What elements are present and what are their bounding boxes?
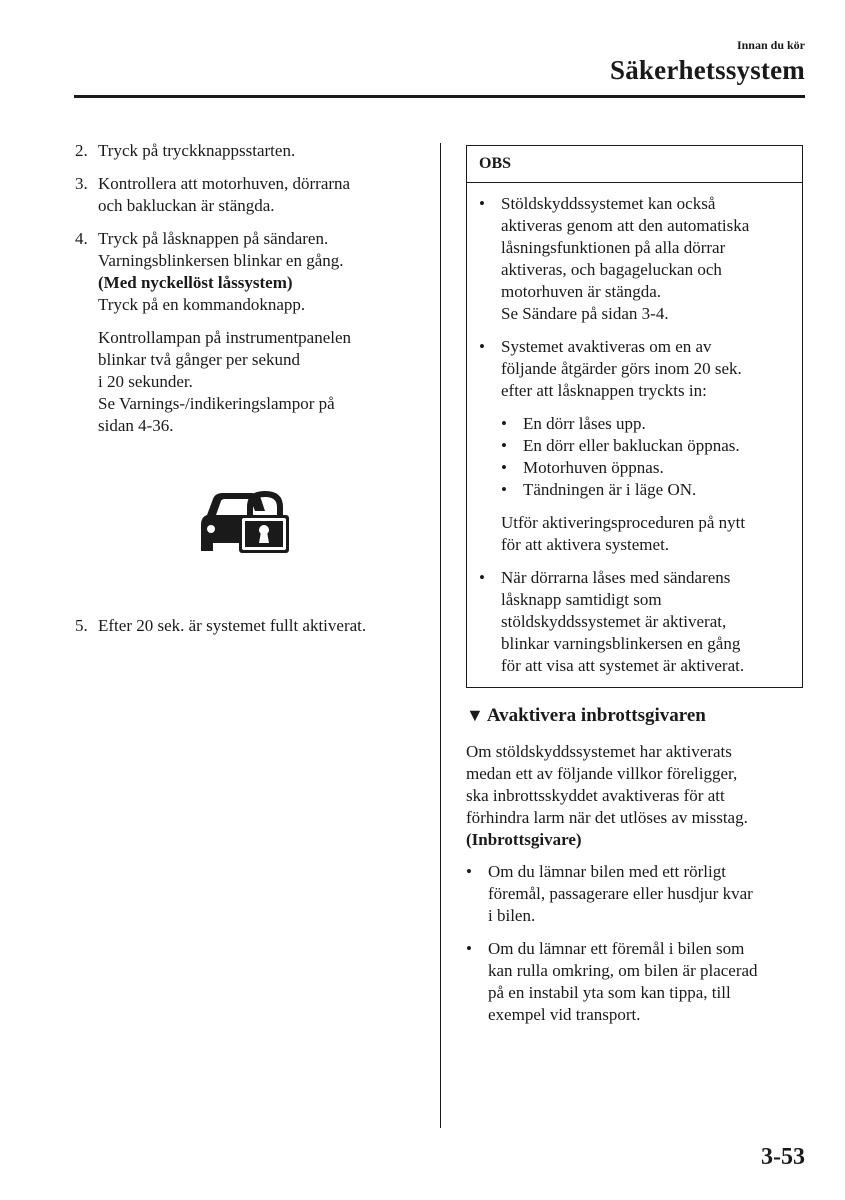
text-line: låsknapp samtidigt som — [501, 590, 662, 609]
step-text — [98, 173, 425, 217]
text-line: blinkar varningsblinkersen en gång — [501, 634, 741, 653]
text-line: Om du lämnar bilen med ett rörligt — [488, 862, 726, 881]
section-bullet-list — [466, 861, 811, 1037]
section-label: Innan du kör — [736, 38, 805, 52]
bullet-icon: • — [466, 862, 472, 881]
text-line: Tryck på låsknappen på sändaren. — [98, 229, 329, 248]
text-line: för att visa att systemet är aktiverat. — [501, 656, 745, 675]
step-2 — [75, 140, 425, 162]
text-line: blinkar två gånger per sekund — [98, 350, 301, 369]
bullet-icon: • — [501, 458, 507, 477]
text-line: Tryck på en kommandoknapp. — [98, 295, 306, 314]
intrusion-sensor-label: (Inbrottsgivare) — [466, 830, 582, 849]
step-3 — [75, 173, 425, 217]
page-number: 3-53 — [761, 1144, 805, 1170]
bullet-icon: • — [501, 436, 507, 455]
text-line: föremål, passagerare eller husdjur kvar — [488, 884, 753, 903]
obs-body — [467, 183, 802, 677]
text-line: Motorhuven öppnas. — [523, 458, 664, 477]
text-line: Om du lämnar ett föremål i bilen som — [488, 939, 745, 958]
text-line: för att aktivera systemet. — [501, 535, 670, 554]
triangle-down-icon: ▼ — [466, 705, 484, 725]
text-line: kan rulla omkring, om bilen är placerad — [488, 961, 758, 980]
section-intro — [466, 741, 811, 851]
text-line: Utför aktiveringsproceduren på nytt — [501, 513, 746, 532]
text-line: Varningsblinkersen blinkar en gång. — [98, 251, 344, 270]
obs-label: OBS — [467, 146, 802, 183]
keyless-heading: (Med nyckellöst låssystem) — [98, 273, 293, 292]
text-line: Se Sändare på sidan 3-4. — [501, 304, 669, 323]
bullet-icon: • — [479, 337, 485, 356]
text-line: i 20 sekunder. — [98, 372, 193, 391]
step-number: 4. — [75, 229, 88, 248]
text-line: motorhuven är stängda. — [501, 282, 662, 301]
text-line: aktiveras, och bagageluckan och — [501, 260, 722, 279]
column-divider — [440, 143, 441, 1128]
text-line: Kontrollampan på instrumentpanelen — [98, 328, 352, 347]
header-rule — [74, 95, 805, 98]
text-line: aktiveras genom att den automatiska — [501, 216, 750, 235]
sub-list-item — [501, 457, 790, 479]
step-number: 5. — [75, 616, 88, 635]
text-line: Om stöldskyddssystemet har aktiverats — [466, 742, 732, 761]
left-column — [75, 140, 425, 437]
sub-list — [501, 413, 790, 501]
text-line: exempel vid transport. — [488, 1005, 641, 1024]
list-item — [479, 336, 790, 556]
sub-list-item — [501, 413, 790, 435]
text-line: på en instabil yta som kan tippa, till — [488, 983, 731, 1002]
indicator-paragraph — [98, 327, 425, 437]
text-line: stöldskyddssystemet är aktiverat, — [501, 612, 727, 631]
step-text: Efter 20 sek. är systemet fullt aktiverat. — [98, 616, 367, 635]
bullet-icon: • — [466, 939, 472, 958]
text-line: i bilen. — [488, 906, 536, 925]
text-line: efter att låsknappen tryckts in: — [501, 381, 707, 400]
text-line: medan ett av följande villkor föreligger, — [466, 764, 738, 783]
text-line: följande åtgärder görs inom 20 sek. — [501, 359, 742, 378]
bullet-icon: • — [501, 480, 507, 499]
step-text: Tryck på tryckknappsstarten. — [98, 141, 296, 160]
list-item — [479, 193, 790, 325]
section-heading — [466, 705, 706, 727]
step-number: 3. — [75, 174, 88, 193]
text-line: När dörrarna låses med sändarens — [501, 568, 731, 587]
text-line: låsningsfunktionen på alla dörrar — [501, 238, 726, 257]
text-line: och bakluckan är stängda. — [98, 196, 275, 215]
text-line: sidan 4-36. — [98, 416, 174, 435]
sub-list-item — [501, 479, 790, 501]
bullet-icon: • — [501, 414, 507, 433]
section-heading-text: Avaktivera inbrottsgivaren — [486, 705, 706, 726]
text-line: En dörr låses upp. — [523, 414, 646, 433]
text-line: Stöldskyddssystemet kan också — [501, 194, 716, 213]
bullet-icon: • — [479, 568, 485, 587]
sub-list-item — [501, 435, 790, 457]
step-4 — [75, 228, 425, 316]
list-item — [479, 567, 790, 677]
step-5 — [75, 615, 435, 637]
text-line: En dörr eller bakluckan öppnas. — [523, 436, 740, 455]
text-line: Tändningen är i läge ON. — [523, 480, 697, 499]
text-line: Kontrollera att motorhuven, dörrarna — [98, 174, 351, 193]
text-line: Systemet avaktiveras om en av — [501, 337, 712, 356]
text-line: ska inbrottsskyddet avaktiveras för att — [466, 786, 725, 805]
bullet-icon: • — [479, 194, 485, 213]
obs-note-box — [466, 145, 803, 688]
list-item — [466, 861, 811, 927]
step-text — [98, 228, 425, 316]
security-indicator-icon — [195, 485, 291, 557]
list-item — [466, 938, 811, 1026]
text-line: förhindra larm när det utlöses av misstag. — [466, 808, 748, 827]
text-line: Se Varnings-/indikeringslampor på — [98, 394, 335, 413]
step-number: 2. — [75, 141, 88, 160]
page-title: Säkerhetssystem — [610, 55, 805, 85]
